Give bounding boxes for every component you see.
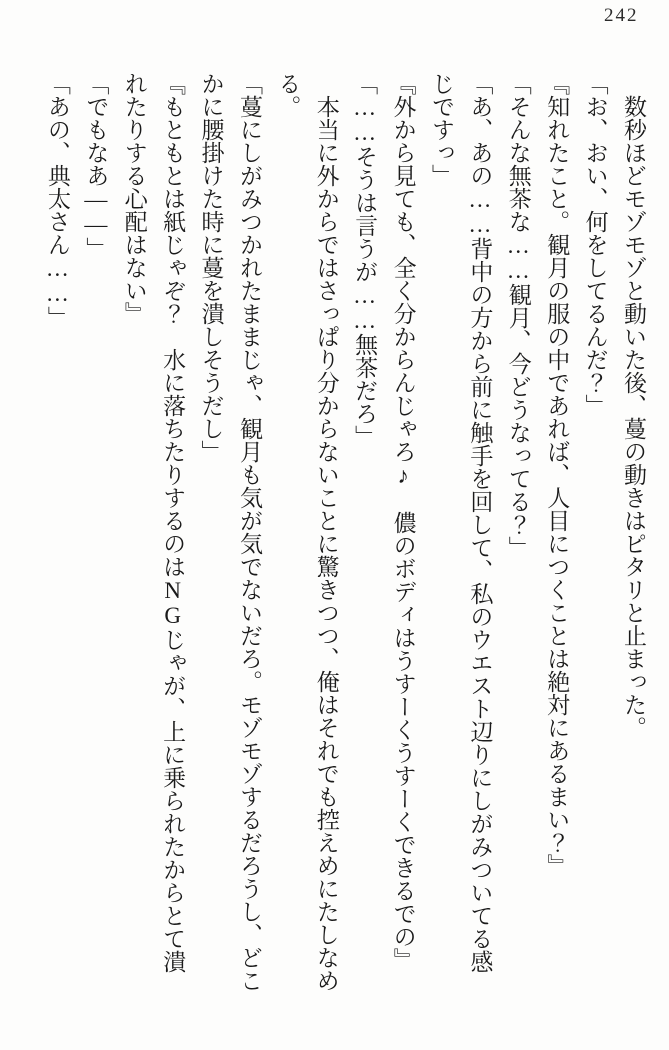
paragraph-dialogue: 「お、おい、何をしてるんだ？」 [582,72,608,417]
paragraph-dialogue: 「あ、あの……背中の方から前に触手を回して、私のウエスト辺りにしがみついてる感じですっ」 [428,72,493,973]
paragraph-narration: 本当に外からではさっぱり分からないことに驚きつつ、俺はそれでも控えめにたしなめる。 [275,72,339,992]
paragraph-narration: 数秒ほどモゾモゾと動いた後、蔓の動きはピタリと止まった。 [621,95,646,739]
paragraph-dialogue: 「……そうは言うが……無茶だろ」 [352,72,378,448]
paragraph-dialogue: 「蔓にしがみつかれたままじゃ、観月も気が気でないだろ。モゾモゾするだろうし、どこかに腰掛けた時に蔓を潰しそうだし」 [198,72,262,992]
paragraph-dialogue: 『知れたこと。観月の服の中であれば、人目につくことは絶対にあるまい？』 [544,72,570,877]
paragraph-dialogue: 「でもなあ――」 [83,72,109,260]
text-body [32,72,652,992]
page-number: 242 [604,5,639,26]
paragraph-dialogue: 『外から見ても、全く分からんじゃろ♪ 儂のボディはうすーくうすーくできるでの』 [390,72,416,971]
paragraph-dialogue: 『もともとは紙じゃぞ？ 水に落ちたりするのはNGじゃが、上に乗られたからとて潰れたりする心配はない』 [121,72,186,973]
paragraph-dialogue: 「あの、典太さん……」 [44,72,70,329]
paragraph-dialogue: 「そんな無茶な……観月、今どうなってる？」 [505,72,531,559]
